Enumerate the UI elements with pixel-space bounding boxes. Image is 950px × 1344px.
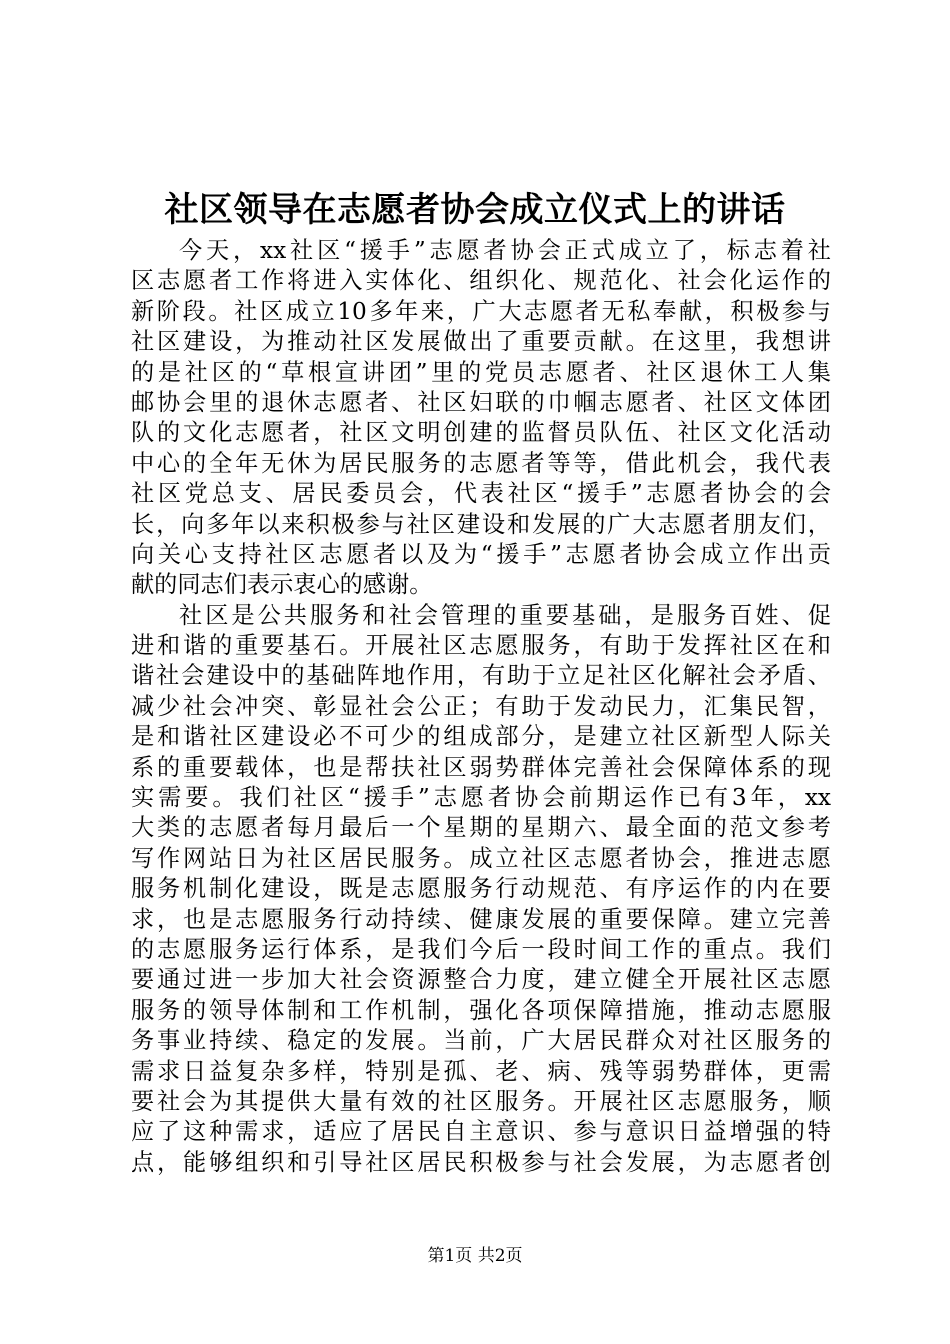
page-number-footer: 第1页 共2页	[427, 1246, 523, 1266]
text-line: 务事业持续、稳定的发展。当前，广大居民群众对社区服务的	[131, 1027, 831, 1055]
document-body	[131, 236, 831, 1178]
text-line: 献的同志们表示衷心的感谢。	[131, 571, 433, 599]
text-line: 要社会为其提供大量有效的社区服务。开展社区志愿服务，顺	[131, 1087, 831, 1115]
text-line: 实需要。我们社区“援手”志愿者协会前期运作已有3年，xx	[131, 784, 831, 812]
text-line: 系的重要载体，也是帮扶社区弱势群体完善社会保障体系的现	[131, 753, 831, 781]
text-line: 今天，xx社区“援手”志愿者协会正式成立了，标志着社	[179, 237, 831, 264]
text-line: 进和谐的重要基石。开展社区志愿服务，有助于发挥社区在和	[131, 632, 831, 660]
text-line: 中心的全年无休为居民服务的志愿者等等，借此机会，我代表	[131, 449, 831, 477]
text-line: 邮协会里的退休志愿者、社区妇联的巾帼志愿者、社区文体团	[131, 388, 831, 416]
text-line: 是和谐社区建设必不可少的组成部分，是建立社区新型人际关	[131, 723, 831, 751]
document-title: 社区领导在志愿者协会成立仪式上的讲话	[164, 190, 786, 230]
text-line: 的是社区的“草根宣讲团”里的党员志愿者、社区退休工人集	[131, 358, 831, 386]
text-line: 大类的志愿者每月最后一个星期的星期六、最全面的范文参考	[131, 814, 831, 842]
text-line: 服务的领导体制和工作机制，强化各项保障措施，推动志愿服	[131, 996, 831, 1024]
text-line: 点，能够组织和引导社区居民积极参与社会发展，为志愿者创	[131, 1148, 831, 1176]
text-line: 新阶段。社区成立10多年来，广大志愿者无私奉献，积极参与	[131, 297, 831, 325]
text-line: 社区是公共服务和社会管理的重要基础，是服务百姓、促	[179, 601, 831, 629]
paragraph-2	[131, 601, 831, 1178]
text-line: 谐社会建设中的基础阵地作用，有助于立足社区化解社会矛盾、	[131, 662, 831, 690]
text-line: 求，也是志愿服务行动持续、健康发展的重要保障。建立完善	[131, 905, 831, 933]
text-line: 减少社会冲突、彰显社会公正；有助于发动民力，汇集民智，	[131, 692, 831, 720]
text-line: 需求日益复杂多样，特别是孤、老、病、残等弱势群体，更需	[131, 1057, 831, 1085]
text-line: 服务机制化建设，既是志愿服务行动规范、有序运作的内在要	[131, 875, 831, 903]
text-line: 长，向多年以来积极参与社区建设和发展的广大志愿者朋友们，	[131, 510, 831, 538]
text-line: 区志愿者工作将进入实体化、组织化、规范化、社会化运作的	[131, 267, 831, 295]
text-line: 队的文化志愿者，社区文明创建的监督员队伍、社区文化活动	[131, 419, 831, 447]
text-line: 社区党总支、居民委员会，代表社区“援手”志愿者协会的会	[131, 480, 831, 508]
text-line: 向关心支持社区志愿者以及为“援手”志愿者协会成立作出贡	[131, 540, 831, 568]
text-line: 应了这种需求，适应了居民自主意识、参与意识日益增强的特	[131, 1118, 831, 1146]
text-line: 要通过进一步加大社会资源整合力度，建立健全开展社区志愿	[131, 966, 831, 994]
text-line: 写作网站日为社区居民服务。成立社区志愿者协会，推进志愿	[131, 844, 831, 872]
paragraph-1	[131, 236, 831, 601]
text-line: 社区建设，为推动社区发展做出了重要贡献。在这里，我想讲	[131, 328, 831, 356]
text-line: 的志愿服务运行体系，是我们今后一段时间工作的重点。我们	[131, 935, 831, 963]
